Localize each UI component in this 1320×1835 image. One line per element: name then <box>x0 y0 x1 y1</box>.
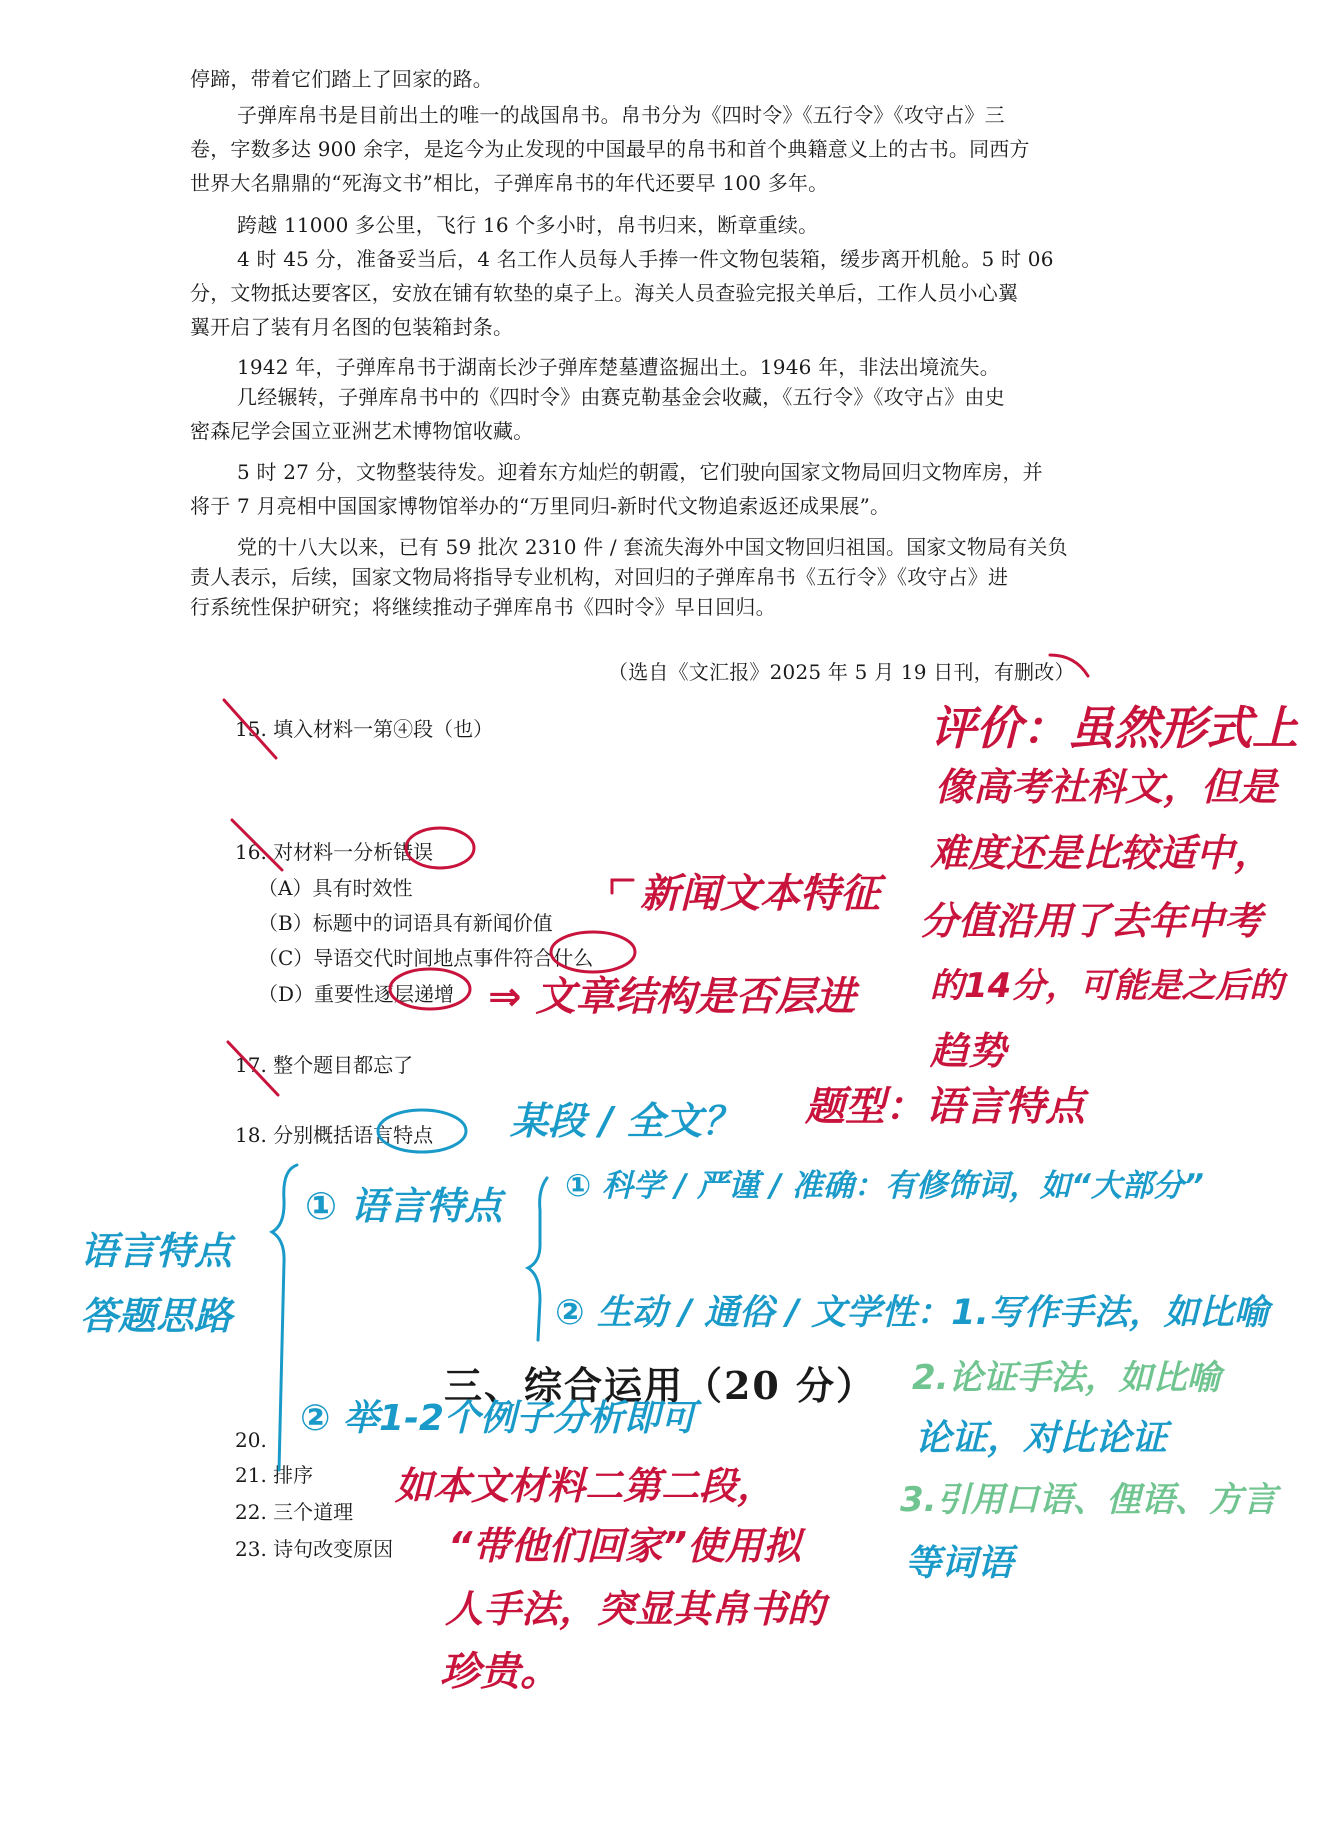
article-paragraph-6-line-1: 5 时 27 分，文物整装待发。迎着东方灿烂的朝霞，它们驶向国家文物局回归文物库房，并 <box>237 460 1043 484</box>
note-quote-line-1: 3.引用口语、俚语、方言 <box>900 1480 1277 1520</box>
article-paragraph-5-line-2: 密森尼学会国立亚洲艺术博物馆收藏。 <box>190 419 534 443</box>
article-source: （选自《文汇报》2025 年 5 月 19 日刊，有删改） <box>608 660 1075 684</box>
question-23: 23. 诗句改变原因 <box>235 1537 394 1561</box>
article-paragraph-7-line-3: 行系统性保护研究；将继续推动子弹库帛书《四时令》早日回归。 <box>190 595 776 619</box>
article-paragraph-3-line-2: 分，文物抵达要客区，安放在铺有软垫的桌子上。海关人员查验完报关单后，工作人员小心翼 <box>190 281 1019 305</box>
note-evaluation-line-3: 难度还是比较适中， <box>930 831 1273 875</box>
article-paragraph-7-line-2: 责人表示，后续，国家文物局将指导专业机构，对回归的子弹库帛书《五行令》《攻守占》进 <box>190 565 1009 589</box>
note-argument-line-2: 论证，对比论证 <box>915 1418 1168 1459</box>
note-vivid: ② 生动 / 通俗 / 文学性：1.写作手法，如比喻 <box>555 1293 1269 1333</box>
note-scope: 某段 / 全文？ <box>510 1099 741 1143</box>
note-evaluation-line-1: 评价：虽然形式上 <box>930 701 1298 755</box>
article-paragraph-0: 停蹄，带着它们踏上了回家的路。 <box>190 67 493 91</box>
note-question-type: 题型：语言特点 <box>805 1084 1085 1130</box>
note-evaluation-line-2: 像高考社科文，但是 <box>935 765 1278 809</box>
note-structure: ⇒ 文章结构是否层进 <box>488 974 856 1020</box>
article-paragraph-1-line-2: 卷，字数多达 900 余字，是迄今为止发现的中国最早的帛书和首个典籍意义上的古书。同西方 <box>190 137 1030 161</box>
question-20: 20. <box>235 1428 267 1452</box>
question-15: 15. 填入材料一第④段（也） <box>235 717 494 741</box>
note-scientific: ① 科学 / 严谨 / 准确：有修饰词，如“大部分” <box>565 1168 1204 1204</box>
section-title: 三、综合运用（20 分） <box>443 1363 877 1408</box>
article-paragraph-1-line-1: 子弹库帛书是目前出土的唯一的战国帛书。帛书分为《四时令》《五行令》《攻守占》三 <box>237 103 1005 127</box>
note-example-line-1: 如本文材料二第二段， <box>395 1464 776 1508</box>
note-evaluation-line-6: 趋势 <box>930 1029 1007 1073</box>
note-example-line-2: “带他们回家”使用拟 <box>448 1524 801 1568</box>
note-side-line-1: 语言特点 <box>80 1229 233 1273</box>
note-example-line-4: 珍贵。 <box>440 1649 560 1695</box>
note-evaluation-line-5: 的14分，可能是之后的 <box>930 966 1284 1006</box>
outer-brace <box>272 1165 297 1470</box>
article-paragraph-2: 跨越 11000 多公里，飞行 16 个多小时，帛书归来，断章重续。 <box>237 213 819 237</box>
question-16-option-c: （C）导语交代时间地点事件符合什么 <box>258 946 594 970</box>
article-paragraph-6-line-2: 将于 7 月亮相中国国家博物馆举办的“万里同归-新时代文物追索返还成果展”。 <box>190 494 891 518</box>
question-17: 17. 整个题目都忘了 <box>235 1053 414 1077</box>
note-side-line-2: 答题思路 <box>80 1294 233 1338</box>
article-paragraph-4: 1942 年，子弹库帛书于湖南长沙子弹库楚墓遭盗掘出土。1946 年，非法出境流失。 <box>237 355 1000 379</box>
question-18: 18. 分别概括语言特点 <box>235 1123 434 1147</box>
note-branch-2: ② 举1-2个例子分析即可 <box>300 1398 697 1439</box>
article-paragraph-1-line-3: 世界大名鼎鼎的“死海文书”相比，子弹库帛书的年代还要早 100 多年。 <box>190 171 829 195</box>
article-paragraph-7-line-1: 党的十八大以来，已有 59 批次 2310 件 / 套流失海外中国文物回归祖国。国家文物局有关负 <box>237 535 1068 559</box>
article-paragraph-5-line-1: 几经辗转，子弹库帛书中的《四时令》由赛克勒基金会收藏，《五行令》《攻守占》由史 <box>237 385 1005 409</box>
question-16: 16. 对材料一分析错误 <box>235 840 434 864</box>
question-16-option-d: （D）重要性逐层递增 <box>258 982 455 1006</box>
note-argument-line-1: 2.论证手法，如比喻 <box>912 1358 1221 1398</box>
inner-brace <box>528 1178 547 1340</box>
question-22: 22. 三个道理 <box>235 1500 354 1524</box>
note-quote-line-2: 等词语 <box>905 1543 1014 1584</box>
question-16-option-a: （A）具有时效性 <box>258 876 413 900</box>
note-news-text-features: 新闻文本特征 <box>640 871 880 917</box>
note-evaluation-line-4: 分值沿用了去年中考 <box>920 899 1263 943</box>
note-example-line-3: 人手法，突显其帛书的 <box>445 1587 826 1631</box>
article-paragraph-3-line-3: 翼开启了装有月名图的包装箱封条。 <box>190 315 514 339</box>
news-arrow-mark <box>612 880 633 893</box>
note-branch-1: ① 语言特点 <box>305 1184 503 1228</box>
question-21: 21. 排序 <box>235 1463 314 1487</box>
question-16-option-b: （B）标题中的词语具有新闻价值 <box>258 911 553 935</box>
article-paragraph-3-line-1: 4 时 45 分，准备妥当后，4 名工作人员每人手捧一件文物包装箱，缓步离开机舱。5 时 06 <box>237 247 1054 271</box>
